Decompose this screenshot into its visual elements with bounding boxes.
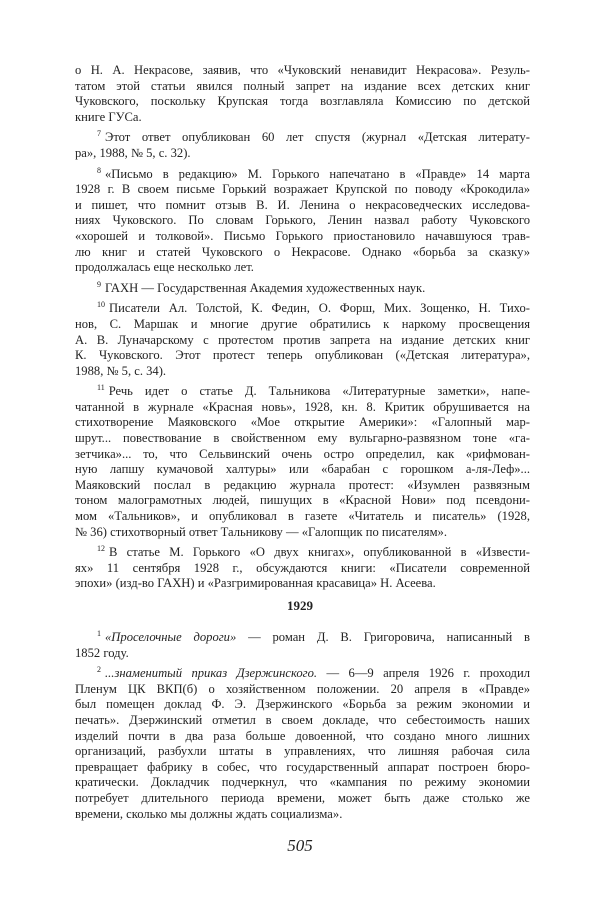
text-line [75, 744, 530, 760]
footnote [75, 384, 530, 540]
line-text: потребует длительного периода времени, может быть даже столько же [75, 790, 530, 805]
text-line [75, 682, 530, 698]
text-line [75, 281, 530, 297]
line-text: «Письмо в редакцию» М. Горького напечатано в «Правде» 14 марта [105, 166, 530, 181]
section-heading-year: 1929 [287, 598, 313, 613]
text-line [75, 509, 530, 525]
footnote-number: 11 [97, 384, 105, 393]
text-line [75, 493, 530, 509]
text-line [75, 775, 530, 791]
line-text: эпохи» (изд-во ГАХН) и «Разгримированная красавица» Н. Асеева. [75, 576, 436, 591]
line-text: № 36) стихотворный ответ Тальникову — «Галопщик по писателям». [75, 524, 447, 539]
text-line [75, 576, 530, 592]
text-line [75, 348, 530, 364]
line-text: ях» 11 сентября 1928 г., обсуждаются книги: «Писатели современной [75, 560, 530, 575]
footnote [75, 545, 530, 592]
line-text: ниях Чуковского. По словам Горького, Ленин назвал работу Чуковского [75, 213, 530, 228]
footnote-number: 10 [97, 301, 105, 310]
text-line [75, 130, 530, 146]
footnote [75, 167, 530, 276]
line-text: организаций, разбухли штаты в управлениях, что лишняя рабочая сила [75, 744, 530, 759]
text-line [75, 167, 530, 183]
line-text: шрут... повествование в свойственном ему вульгарно-развязном тоне «га- [75, 431, 530, 446]
line-text: 1988, № 5, с. 34). [75, 363, 167, 378]
text-line [75, 146, 530, 162]
text-line [75, 94, 530, 110]
line-text: Писатели Ал. Толстой, К. Федин, О. Форш, Мих. Зощенко, Н. Тихо- [109, 301, 530, 316]
text-line [75, 301, 530, 317]
text-line [75, 630, 530, 646]
footnote-number: 1 [97, 630, 101, 638]
text-line [75, 110, 530, 126]
text-line [75, 791, 530, 807]
text-line [75, 213, 530, 229]
line-text: Этот ответ опубликован 60 лет спустя (журнал «Детская литерату- [105, 130, 530, 145]
italic-lemma: ...знаменитый приказ Дзержинского. [105, 666, 318, 681]
text-line [75, 807, 530, 823]
line-text: — 6—9 апреля 1926 г. проходил [317, 666, 530, 681]
line-text: мом «Тальников», и опубликовал в газете «Читатель и писатель» (1928, [75, 509, 530, 524]
line-text: и пишет, что помнит отзыв В. И. Ленина о некрасоведческих исследова- [75, 197, 530, 212]
line-text: В статье М. Горького «О двух книгах», опубликованной в «Извести- [109, 545, 530, 560]
text-line [75, 666, 530, 682]
text-line [75, 333, 530, 349]
line-text: печать». Дзержинский отметил в своем докладе, что себестоимость наших [75, 712, 530, 727]
line-text: Речь идет о статье Д. Тальникова «Литературные заметки», напе- [108, 384, 530, 399]
footnote-number: 7 [97, 130, 101, 139]
footnote [75, 63, 530, 125]
line-text: изделий почти в два раза больше довоенной, что создано много лишних [75, 728, 530, 743]
line-text: ра», 1988, № 5, с. 32). [75, 145, 191, 160]
text-line [75, 415, 530, 431]
line-text: 1852 году. [75, 645, 129, 660]
line-text: — роман Д. В. Григоровича, написанный в [236, 630, 530, 644]
footnote-number: 9 [97, 280, 101, 289]
text-line [75, 729, 530, 745]
text-line [75, 317, 530, 333]
text-line [75, 646, 530, 662]
line-text: 1928 г. В своем письме Горький возражает Крупской по поводу «Крокодила» [75, 182, 530, 197]
text-line [75, 561, 530, 577]
footnote [75, 301, 530, 379]
footnote [75, 281, 530, 297]
text-line [75, 447, 530, 463]
line-text: Пленум ЦК ВКП(б) о хозяйственном положении. 20 апреля в «Правде» [75, 681, 530, 696]
footnotes-1928 [75, 63, 530, 597]
text-line [75, 431, 530, 447]
line-text: продолжалась еще несколько лет. [75, 260, 254, 275]
text-line [75, 245, 530, 261]
text-line [75, 198, 530, 214]
line-text: «хорошей и толковой». Письмо Горького приостановило начавшуюся трав- [75, 228, 530, 243]
text-line [75, 63, 530, 79]
line-text: времени, сколько мы должны ждать социализма». [75, 806, 343, 821]
footnote [75, 130, 530, 161]
line-text: кратически. Докладчик подчеркнул, что «кампания по режиму экономии [75, 775, 530, 790]
footnote-number: 12 [97, 545, 105, 554]
text-line [75, 697, 530, 713]
line-text: был помещен доклад Ф. Э. Дзержинского «Борьба за режим экономии и [75, 697, 530, 712]
text-line [75, 525, 530, 541]
page-number: 505 [287, 836, 313, 855]
line-text: ГАХН — Государственная Академия художественных наук. [105, 280, 426, 295]
line-text: нов, С. Маршак и многие другие обратились к наркому просвещения [75, 316, 530, 331]
text-line [75, 364, 530, 380]
footnote-number: 8 [97, 166, 101, 175]
text-line [75, 545, 530, 561]
line-text: татом этой статьи явился полный запрет на издание всех детских книг [75, 78, 530, 93]
text-line [75, 229, 530, 245]
line-text: Маяковский послал в редакцию журнала протест: «Изумлен развязным [75, 477, 530, 492]
text-line [75, 462, 530, 478]
line-text: книге ГУСа. [75, 109, 142, 124]
line-text: ную лапшу кумачовой халтуры» или «барабан с горошком а-ля-Леф»... [75, 462, 530, 477]
text-line [75, 384, 530, 400]
line-text: А. В. Луначарскому с протестом против запрета на издание детских книг [75, 332, 530, 347]
line-text: о Н. А. Некрасове, заявив, что «Чуковский ненавидит Некрасова». Резуль- [75, 63, 530, 77]
line-text: зетчика»... то, что Сельвинский очень остро определил, как «рифмован- [75, 446, 530, 461]
footnote [75, 666, 530, 822]
text-line [75, 79, 530, 95]
line-text: превращает фабрику в собес, что государственный аппарат построен бюро- [75, 759, 530, 774]
text-line [75, 713, 530, 729]
line-text: К. Чуковского. Этот протест теперь опубликован («Детская литература», [75, 348, 530, 363]
line-text: тоном малограмотных людей, пишущих в «Красной Нови» под псевдони- [75, 493, 530, 508]
footnote-number: 2 [97, 666, 101, 675]
text-line [75, 400, 530, 416]
line-text: лю книг и статей Чуковского о Некрасове. Однако «борьба за сказку» [75, 244, 530, 259]
footnote [75, 630, 530, 661]
text-line [75, 478, 530, 494]
text-line [75, 182, 530, 198]
footnotes-1929 [75, 630, 530, 827]
line-text: Чуковского, поскольку Крупская тогда возглавляла Комиссию по детской [75, 94, 530, 109]
text-line [75, 260, 530, 276]
line-text: стихотворение Маяковского «Мое открытие Америки»: «Галопный мар- [75, 415, 530, 430]
line-text: чатанной в журнале «Красная новь», 1928, кн. 8. Критик обрушивается на [75, 399, 530, 414]
italic-lemma: «Проселочные дороги» [105, 630, 237, 644]
text-line [75, 760, 530, 776]
